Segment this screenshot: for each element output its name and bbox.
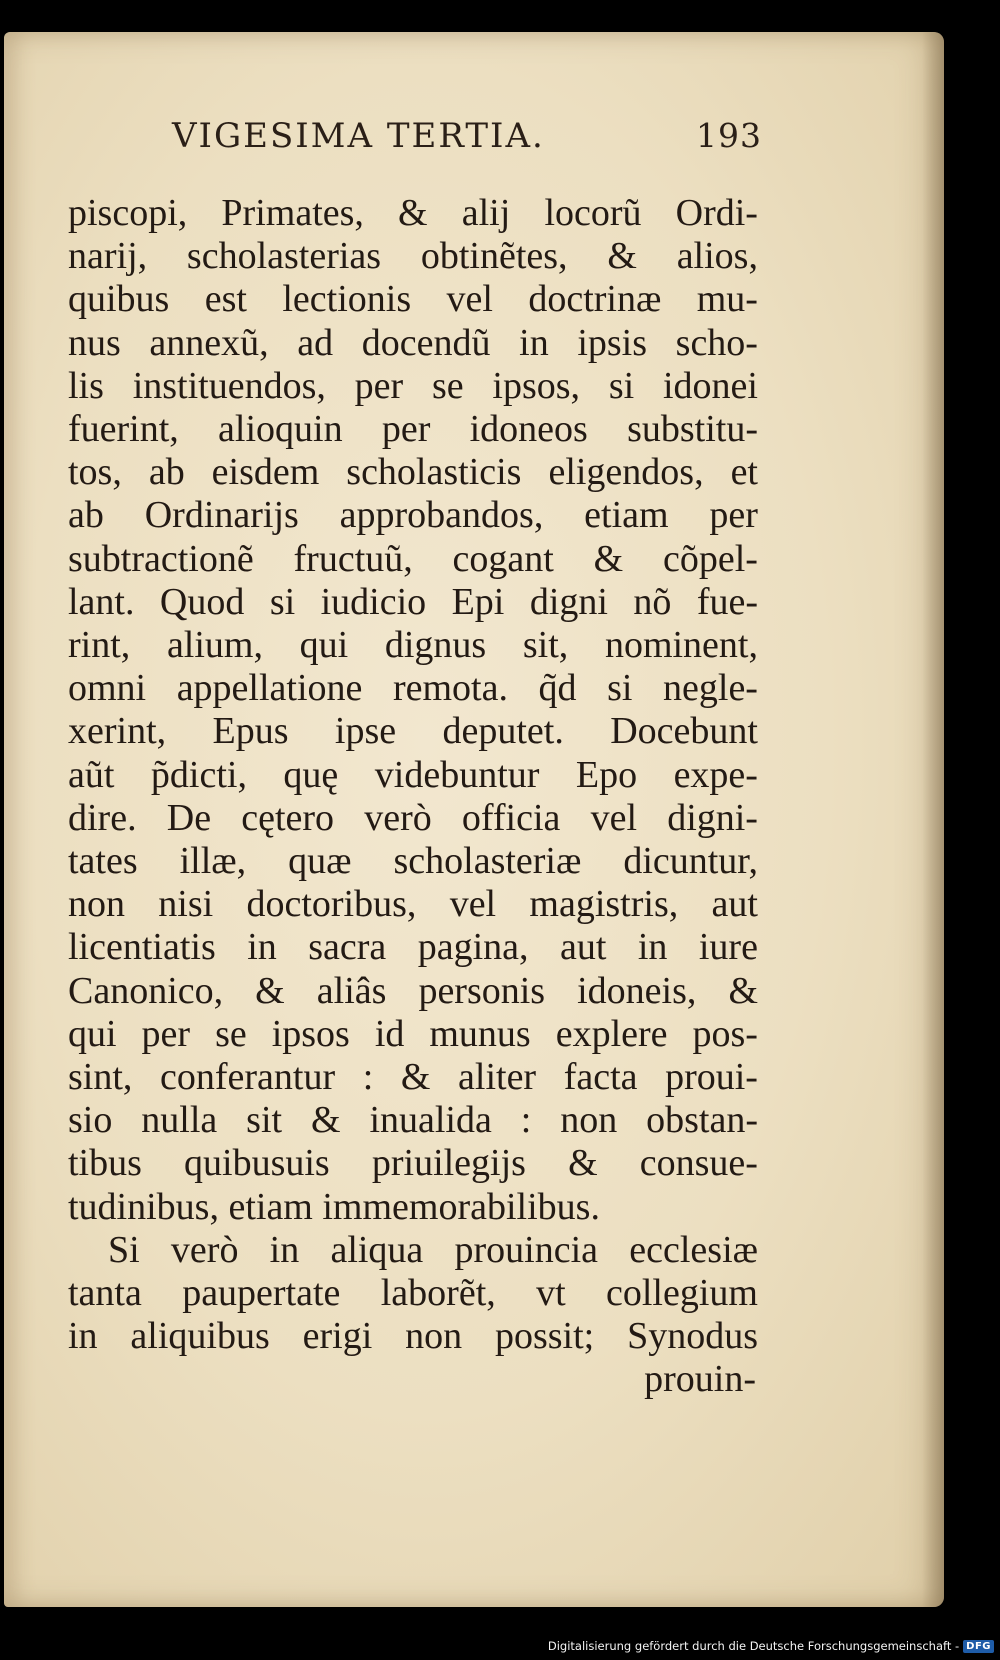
page-number: 193	[696, 116, 762, 155]
text-line: sio nulla sit & inualida : non obstan-	[68, 1099, 758, 1142]
paragraph-start-line: Si verò in aliqua prouincia ecclesiæ	[108, 1228, 758, 1271]
text-line: fuerint, alioquin per idoneos substitu-	[68, 408, 758, 451]
text-line: nus annexũ, ad docendũ in ipsis scho-	[68, 321, 758, 364]
running-header	[172, 116, 762, 156]
text-line: tanta paupertate laborẽt, vt collegium	[68, 1272, 758, 1315]
text-line: omni appellatione remota. q̃d si negle-	[68, 667, 758, 710]
text-line: rint, alium, qui dignus sit, nominent,	[68, 624, 758, 667]
book-page	[4, 32, 944, 1607]
running-title: VIGESIMA TERTIA.	[172, 116, 545, 156]
text-line: in aliquibus erigi non possit; Synodus	[68, 1315, 758, 1358]
dfg-logo: DFG	[963, 1640, 994, 1653]
text-line: lant. Quod si iudicio Epi digni nõ fue-	[68, 580, 758, 623]
funding-credit: Digitalisierung gefördert durch die Deutsche Forschungsgemeinschaft -	[547, 1639, 960, 1653]
text-line: narij, scholasterias obtinẽtes, & alios,	[68, 235, 758, 278]
text-line: tudinibus, etiam immemorabilibus.	[68, 1185, 600, 1228]
text-line: non nisi doctoribus, vel magistris, aut	[68, 883, 758, 926]
text-line: subtractionẽ fructuũ, cogant & cõpel-	[68, 537, 758, 580]
text-line: piscopi, Primates, & alij locorũ Ordi-	[68, 192, 758, 234]
text-line: aũt p̃dicti, quę videbuntur Epo expe-	[68, 753, 758, 796]
text-line: dire. De cętero verò officia vel digni-	[68, 796, 758, 839]
text-line: quibus est lectionis vel doctrinæ mu-	[68, 278, 758, 321]
text-line: tos, ab eisdem scholasticis eligendos, et	[68, 451, 758, 494]
text-line: xerint, Epus ipse deputet. Docebunt	[68, 710, 758, 753]
text-line: tibus quibusuis priuilegijs & consue-	[68, 1142, 758, 1185]
body-text	[68, 192, 758, 1402]
catchword: prouin-	[644, 1358, 756, 1401]
text-line: tates illæ, quæ scholasteriæ dicuntur,	[68, 840, 758, 883]
text-line: Canonico, & aliâs personis idoneis, &	[68, 969, 758, 1012]
text-line: qui per se ipsos id munus explere pos-	[68, 1012, 758, 1055]
text-line: licentiatis in sacra pagina, aut in iure	[68, 926, 758, 969]
text-line: ab Ordinarijs approbandos, etiam per	[68, 494, 758, 537]
digitization-footer	[548, 1639, 994, 1653]
text-line: lis instituendos, per se ipsos, si idonei	[68, 364, 758, 407]
text-line: sint, conferantur : & aliter facta proui-	[68, 1056, 758, 1099]
